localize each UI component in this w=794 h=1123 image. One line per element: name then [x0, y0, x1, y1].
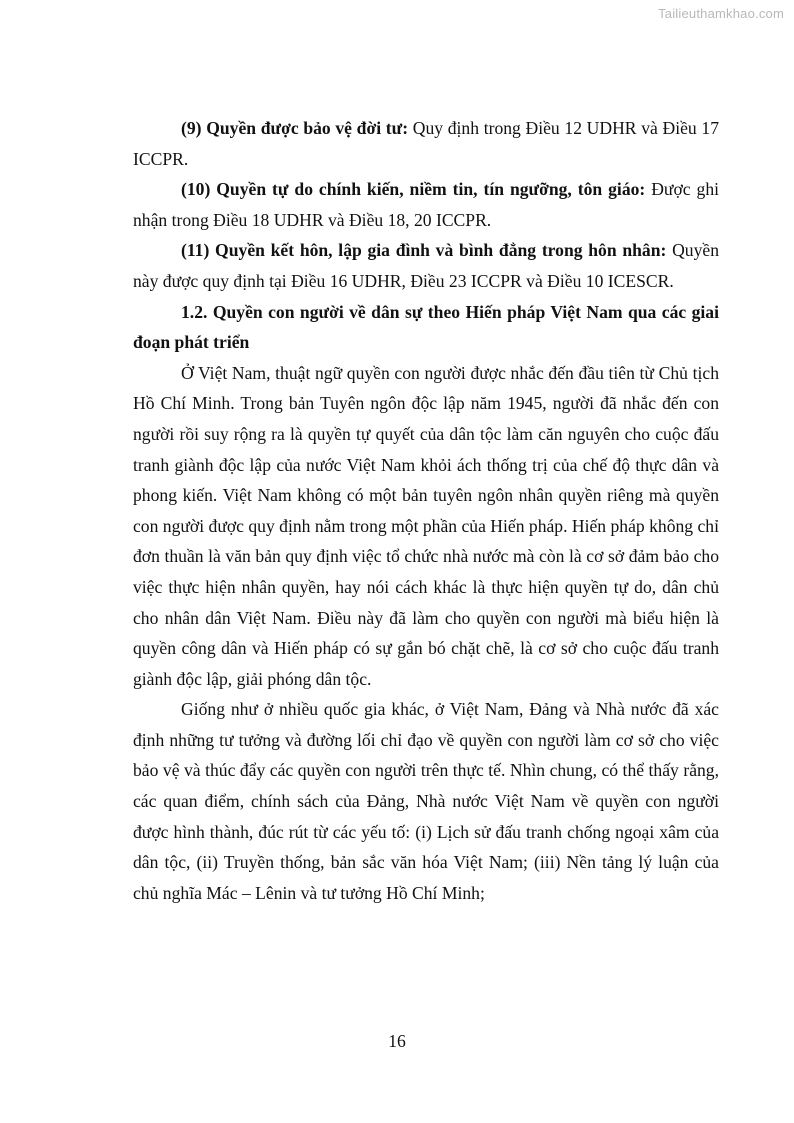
list-item [133, 235, 719, 296]
page-body [133, 113, 719, 908]
list-item-text: Được ghi nhận trong Điều 18 UDHR và Điều 18, 20 ICCPR. [133, 179, 719, 230]
body-paragraph: Giống như ở nhiều quốc gia khác, ở Việt Nam, Đảng và Nhà nước đã xác định những tư tưởng và đường lối chỉ đạo về quyền con người làm cơ sở cho việc bảo vệ và thúc đẩy các quyền con người trên thực tế. Nhìn chung, có thể thấy rằng, các quan điểm, chính sách của Đảng, Nhà nước Việt Nam về quyền con người được hình thành, đúc rút từ các yếu tố: (i) Lịch sử đấu tranh chống ngoại xâm của dân tộc, (ii) Truyền thống, bản sắc văn hóa Việt Nam; (iii) Nền tảng lý luận của chủ nghĩa Mác – Lênin và tư tưởng Hồ Chí Minh; [133, 699, 719, 903]
page-number: 16 [388, 1031, 406, 1051]
list-item-text: Quyền này được quy định tại Điều 16 UDHR, Điều 23 ICCPR và Điều 10 ICESCR. [133, 240, 720, 291]
list-item-lead: (9) Quyền được bảo vệ đời tư: [181, 118, 409, 138]
watermark: Tailieuthamkhao.com [658, 6, 784, 21]
section-heading: 1.2. Quyền con người về dân sự theo Hiến pháp Việt Nam qua các giai đoạn phát triển [133, 301, 719, 353]
list-item-text: Quy định trong Điều 12 UDHR và Điều 17 ICCPR. [133, 118, 719, 169]
body-paragraph: Ở Việt Nam, thuật ngữ quyền con người được nhắc đến đầu tiên từ Chủ tịch Hồ Chí Minh. Trong bản Tuyên ngôn độc lập năm 1945, người đã nhắc đến con người rồi suy rộng ra là quyền tự quyết của dân tộc làm căn nguyên cho cuộc đấu tranh giành độc lập của nước Việt Nam khỏi ách thống trị của chế độ thực dân và phong kiến. Việt Nam không có một bản tuyên ngôn nhân quyền riêng mà quyền con người được quy định nằm trong một phần của Hiến pháp. Hiến pháp không chỉ đơn thuần là văn bản quy định việc tổ chức nhà nước mà còn là cơ sở đảm bảo cho việc thực hiện nhân quyền, hay nói cách khác là thực hiện quyền tự do, dân chủ cho nhân dân Việt Nam. Điều này đã làm cho quyền con người mà biểu hiện là quyền công dân và Hiến pháp có sự gắn bó chặt chẽ, là cơ sở cho cuộc đấu tranh giành độc lập, giải phóng dân tộc. [133, 362, 719, 689]
list-item [133, 113, 719, 174]
list-item [133, 174, 719, 235]
list-item-lead: (11) Quyền kết hôn, lập gia đình và bình đẳng trong hôn nhân: [181, 240, 667, 261]
list-item-lead: (10) Quyền tự do chính kiến, niềm tin, tín ngưỡng, tôn giáo: [181, 179, 646, 200]
